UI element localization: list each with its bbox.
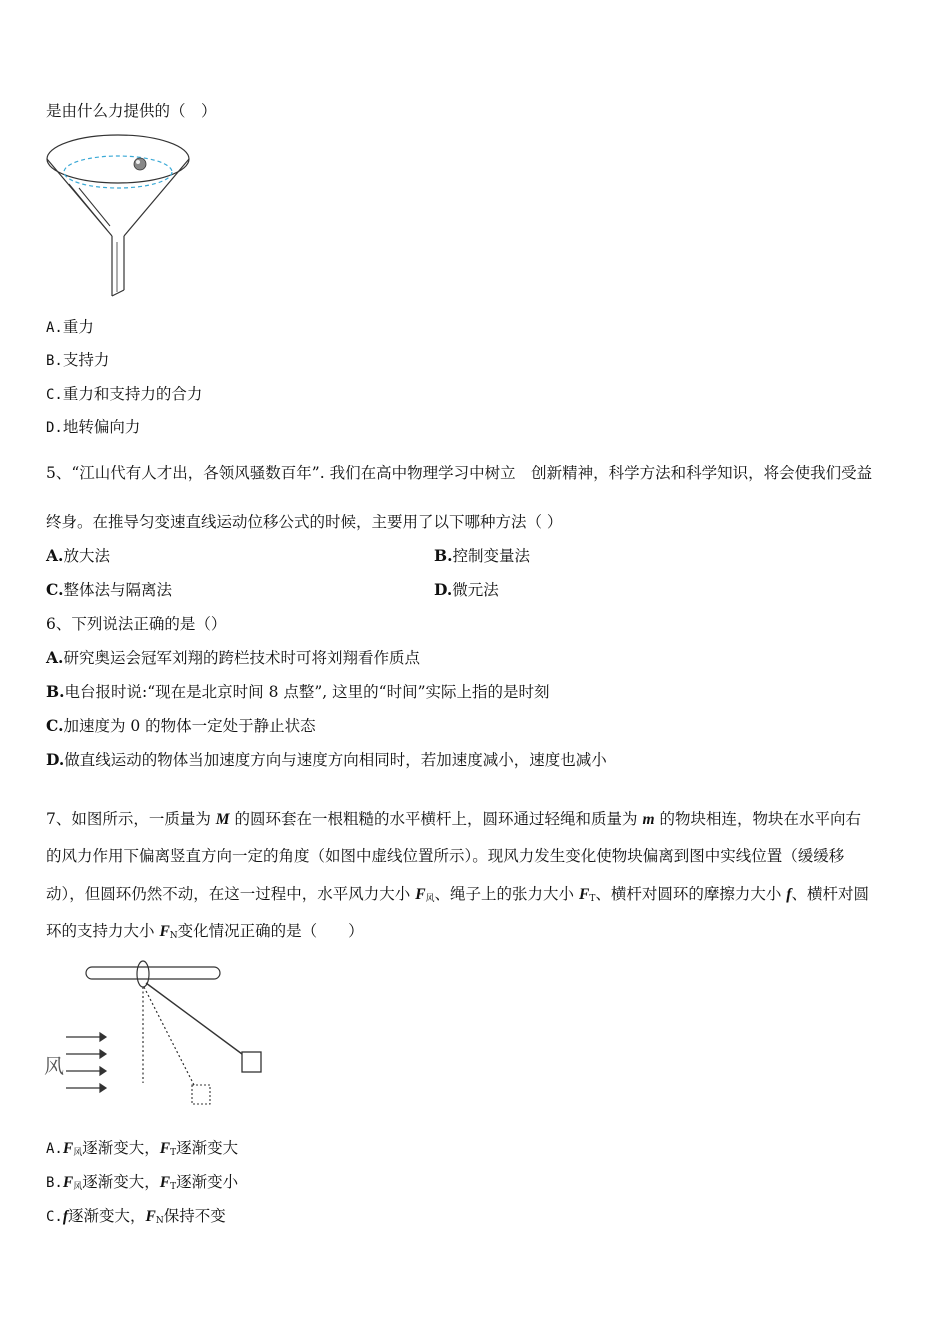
q7-stem-line2: 的风力作用下偏离竖直方向一定的角度（如图中虚线位置所示）。现风力发生变化使物块偏离到图中实线位置（缓缓移 bbox=[46, 847, 845, 865]
block-solid bbox=[242, 1052, 261, 1072]
q5-option-b: B.控制变量法 bbox=[434, 546, 531, 565]
q7-option-c: C.f逐渐变大，$F_N$保持不变 bbox=[46, 1207, 226, 1226]
wind-arrows bbox=[66, 1033, 106, 1092]
q5-stem-line2: 终身。在推导匀变速直线运动位移公式的时候，主要用了以下哪种方法（ ） bbox=[46, 513, 563, 531]
q5-option-a: A.放大法 bbox=[46, 546, 110, 565]
q5-option-d: D.微元法 bbox=[434, 580, 499, 599]
ball bbox=[134, 158, 146, 170]
q5-stem-line1: 5、“江山代有人才出，各领风骚数百年”. 我们在高中物理学习中树立 创新精神，科学方法和科学知识，将会使我们受益 bbox=[46, 464, 873, 482]
q7-option-b: $B.F_风$逐渐变大，$F_T$逐渐变小 bbox=[46, 1173, 239, 1192]
q7-stem-line3: 动），但圆环仍然不动，在这一过程中，水平风力大小 $F_风$、绳子上的张力大小 $F_T$、横杆对圆环的摩擦力大小 f、横杆对圆 bbox=[46, 885, 869, 904]
q7-stem-line4: 环的支持力大小 $F_N$变化情况正确的是（ ） bbox=[46, 922, 364, 941]
horizontal-rod bbox=[86, 967, 220, 979]
q4-option-d: D.地转偏向力 bbox=[46, 418, 141, 436]
block-dashed bbox=[192, 1085, 210, 1104]
q6-option-c: C.加速度为 0 的物体一定处于静止状态 bbox=[46, 716, 316, 735]
q7-stem-line1: 7、如图所示，一质量为 M 的圆环套在一根粗糙的水平横杆上，圆环通过轻绳和质量为 m 的物块相连，物块在水平向右 bbox=[46, 810, 861, 828]
q4-option-b: B.支持力 bbox=[46, 351, 110, 369]
q4-option-c: C.重力和支持力的合力 bbox=[46, 385, 203, 403]
q7-option-a: $A.F_风$逐渐变大，$F_T$逐渐变大 bbox=[46, 1139, 239, 1158]
ring-rod-figure bbox=[40, 955, 270, 1115]
q4-option-a: A.重力 bbox=[46, 318, 94, 336]
q6-option-b: B.电台报时说:“现在是北京时间 8 点整”, 这里的“时间”实际上指的是时刻 bbox=[46, 682, 550, 701]
funnel-figure bbox=[44, 132, 196, 302]
q6-option-a: A.研究奥运会冠军刘翔的跨栏技术时可将刘翔看作质点 bbox=[46, 648, 420, 667]
q6-stem: 6、下列说法正确的是（） bbox=[46, 615, 227, 633]
q5-option-c: C.整体法与隔离法 bbox=[46, 580, 172, 599]
q4-stem-tail: 是由什么力提供的（ ） bbox=[46, 102, 217, 120]
wind-label: 风 bbox=[44, 1054, 64, 1078]
q6-option-d: D.做直线运动的物体当加速度方向与速度方向相同时，若加速度减小，速度也减小 bbox=[46, 750, 607, 769]
